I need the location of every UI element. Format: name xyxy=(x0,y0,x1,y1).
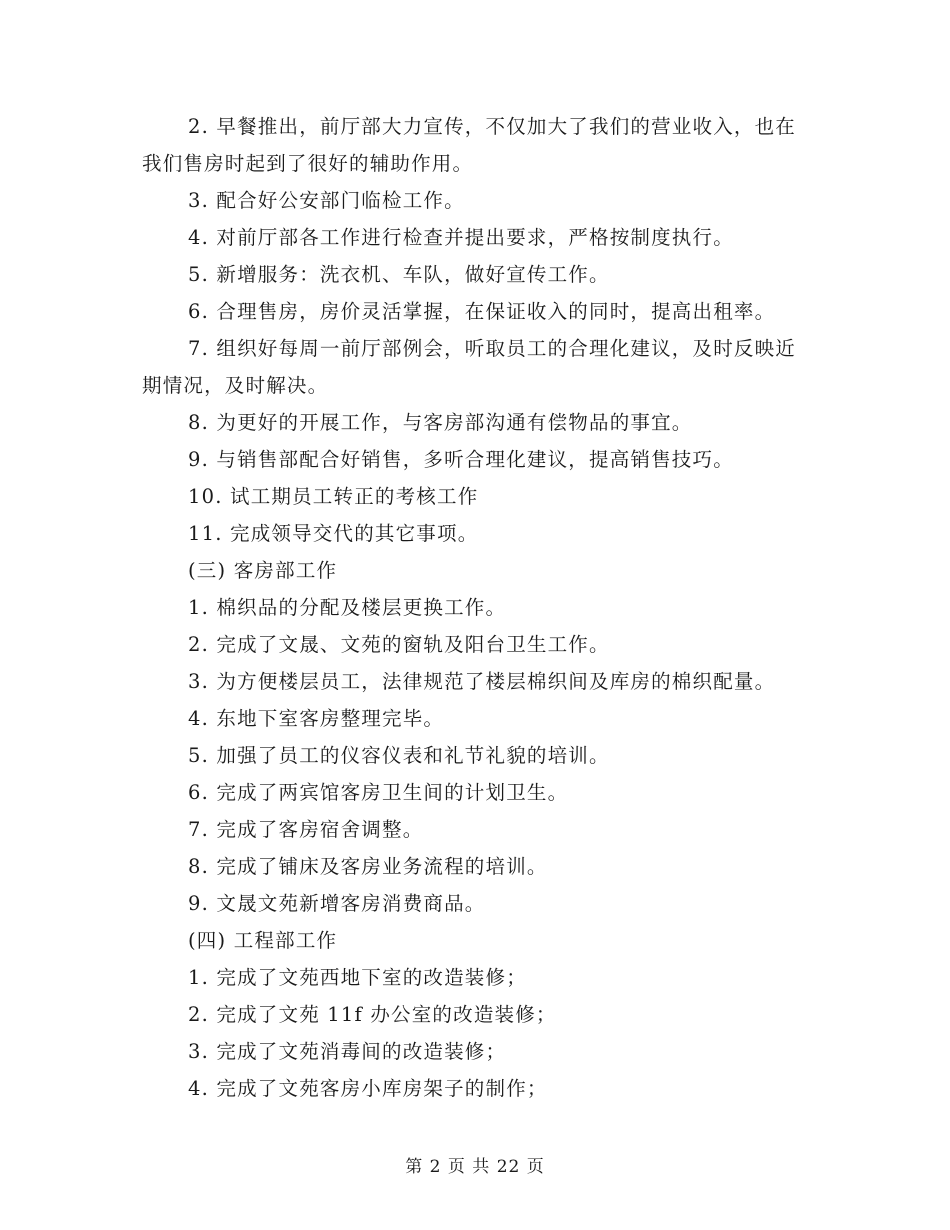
paragraph: 9. 文晟文苑新增客房消费商品。 xyxy=(188,892,486,915)
paragraph: 10. 试工期员工转正的考核工作 xyxy=(188,485,479,508)
paragraph: 3. 配合好公安部门临检工作。 xyxy=(188,189,465,212)
paragraph: 9. 与销售部配合好销售，多听合理化建议，提高销售技巧。 xyxy=(188,448,734,471)
paragraph: 2. 完成了文晟、文苑的窗轨及阳台卫生工作。 xyxy=(188,633,610,656)
paragraph: 5. 加强了员工的仪容仪表和礼节礼貌的培训。 xyxy=(188,744,610,767)
paragraph: 1. 完成了文苑西地下室的改造装修； xyxy=(188,966,527,989)
paragraph: 4. 对前厅部各工作进行检查并提出要求，严格按制度执行。 xyxy=(188,226,734,249)
page-footer: 第 2 页 共 22 页 xyxy=(405,1157,545,1177)
paragraph: 8. 为更好的开展工作，与客房部沟通有偿物品的事宜。 xyxy=(188,411,693,434)
paragraph: 2. 早餐推出，前厅部大力宣传，不仅加大了我们的营业收入，也在我们售房时起到了很好的辅助作用。 xyxy=(142,115,797,175)
paragraph: 7. 组织好每周一前厅部例会，听取员工的合理化建议，及时反映近期情况，及时解决。 xyxy=(142,337,797,397)
paragraph: 3. 完成了文苑消毒间的改造装修； xyxy=(188,1040,507,1063)
paragraph: 8. 完成了铺床及客房业务流程的培训。 xyxy=(188,855,548,878)
document-body xyxy=(142,108,802,1107)
paragraph: 2. 完成了文苑 11f 办公室的改造装修； xyxy=(188,1003,557,1026)
paragraph: 1. 棉织品的分配及楼层更换工作。 xyxy=(188,596,507,619)
paragraph: 4. 东地下室客房整理完毕。 xyxy=(188,707,445,730)
paragraph: 6. 完成了两宾馆客房卫生间的计划卫生。 xyxy=(188,781,569,804)
paragraph: 6. 合理售房，房价灵活掌握，在保证收入的同时，提高出租率。 xyxy=(188,300,776,323)
section-heading: (三) 客房部工作 xyxy=(188,559,338,582)
paragraph: 5. 新增服务：洗衣机、车队，做好宣传工作。 xyxy=(188,263,610,286)
paragraph: 7. 完成了客房宿舍调整。 xyxy=(188,818,424,841)
paragraph: 4. 完成了文苑客房小库房架子的制作； xyxy=(188,1077,548,1100)
section-heading: (四) 工程部工作 xyxy=(188,929,338,952)
paragraph: 11. 完成领导交代的其它事项。 xyxy=(188,522,479,545)
paragraph: 3. 为方便楼层员工，法律规范了楼层棉织间及库房的棉织配量。 xyxy=(188,670,776,693)
